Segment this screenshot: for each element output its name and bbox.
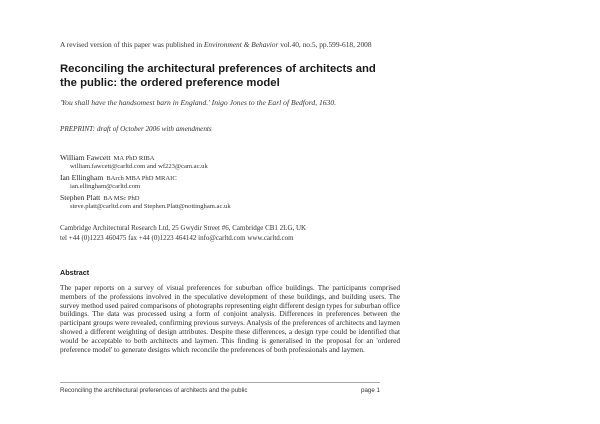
footer-running-title: Reconciling the architectural preferences of architects and the public	[60, 387, 248, 394]
abstract-heading: Abstract	[60, 268, 90, 277]
author-qualifications: BA MSc PhD	[103, 195, 140, 202]
author-name	[60, 193, 140, 202]
author-name	[60, 173, 177, 182]
page-number: page 1	[361, 387, 380, 394]
epigraph: 'You shall have the handsomest barn in England.' Inigo Jones to the Earl of Bedford, 1630.	[60, 98, 337, 107]
journal-name: Environment & Behavior	[203, 40, 279, 49]
author-qualifications: BArch MBA PhD MRAIC	[106, 175, 177, 182]
publication-note	[60, 40, 372, 49]
abstract-body: The paper reports on a survey of visual preferences for suburban office buildings. The participants comprised members of the professions involved in the speculative development of these buildings, and building users. The survey method used paired comparisons of photographs representing eight different design types for suburban office buildings. The data was processed using a form of conjoint analysis. Differences in preferences between the participant groups were revealed, confirming previous surveys. Analysis of the preferences of architects and laymen showed a different weighting of design attributes. Despite these differences, a design type could be identified that would be acceptable to both architects and laymen. This finding is generalised in the proposal for an 'ordered preference model' to generate designs which reconcile the preferences of both professionals and laymen.	[60, 283, 400, 354]
preprint-note: PREPRINT: draft of October 2006 with amendments	[60, 125, 212, 133]
author-name-text: William Fawcett	[60, 153, 111, 162]
institution-address: Cambridge Architectural Research Ltd, 25 Gwydir Street #6, Cambridge CB1 2LG, UK	[60, 224, 307, 232]
author-name	[60, 153, 155, 162]
author-email[interactable]: steve.platt@carltd.com and Stephen.Platt@nottingham.ac.uk	[70, 203, 231, 210]
publication-note-suffix: vol.40, no.5, pp.599-618, 2008	[280, 40, 372, 49]
publication-note-prefix: A revised version of this paper was published in	[60, 40, 203, 49]
footer-divider	[60, 382, 380, 383]
institution-contact: tel +44 (0)1223 460475 fax +44 (0)1223 464142 info@carltd.com www.carltd.com	[60, 234, 294, 242]
paper-title: Reconciling the architectural preferences of architects and the public: the ordered preference model	[60, 63, 376, 89]
author-email[interactable]: ian.ellingham@carltd.com	[70, 183, 141, 190]
author-email[interactable]: william.fawcett@carltd.com and wf223@cam.ac.uk	[70, 163, 208, 170]
author-name-text: Ian Ellingham	[60, 173, 104, 182]
author-qualifications: MA PhD RIBA	[113, 155, 155, 162]
author-name-text: Stephen Platt	[60, 193, 101, 202]
